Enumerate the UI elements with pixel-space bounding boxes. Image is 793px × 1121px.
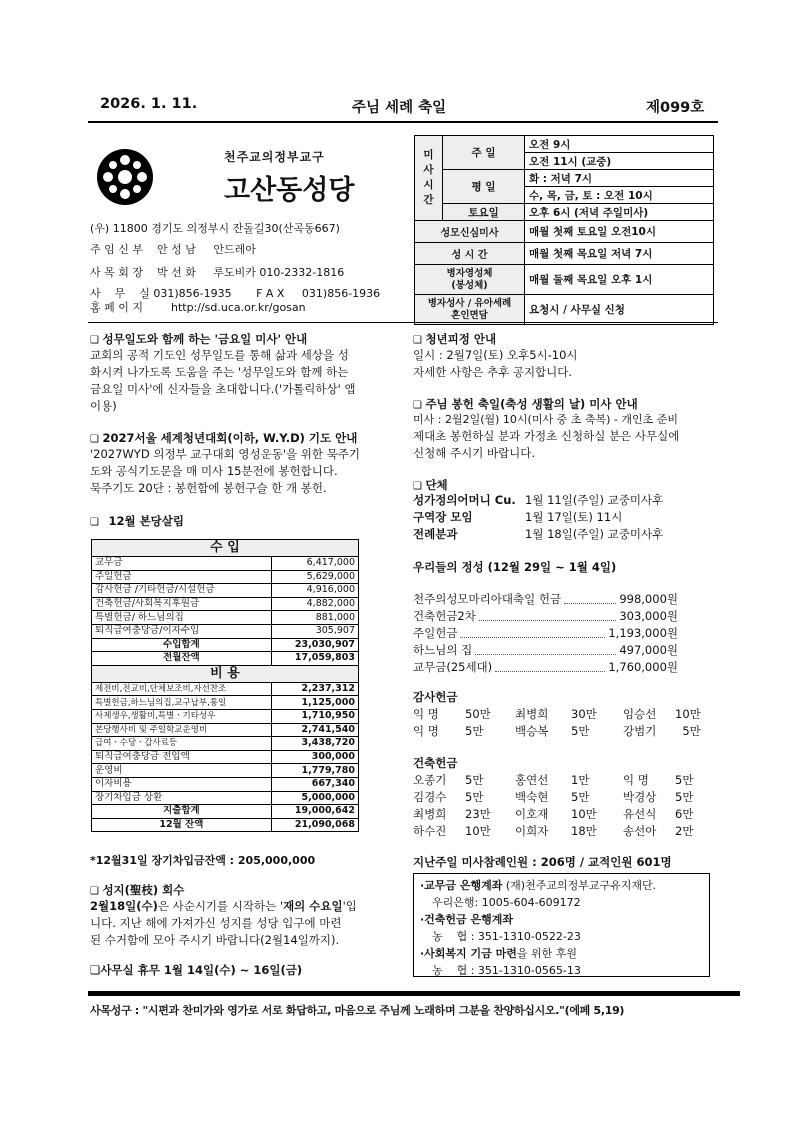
- scripture-text: "시편과 찬미가와 영가로 서로 화답하고, 마음으로 주님께 노래하며 그분을 찬양하십시오."(에페 5,19): [142, 1004, 625, 1017]
- text-line: [420, 945, 703, 962]
- amount: 5만: [675, 790, 694, 804]
- donor: 임승선: [623, 707, 657, 721]
- issue-number: 제099호: [646, 100, 705, 116]
- list-item: [413, 608, 678, 625]
- mass-extra-label: 병자성사 / 유아세례 혼인면담: [415, 295, 525, 325]
- text-line: [420, 911, 703, 928]
- expense-label: 급여ㆍ수당ㆍ갑사료등: [92, 737, 272, 751]
- amount: 6만: [675, 807, 694, 821]
- expense-value: 2,237,312: [271, 682, 358, 696]
- text-line: 교회의 공적 기도인 성무일도를 통해 삶과 세상을 성: [90, 348, 349, 362]
- donor: 이희자: [515, 824, 549, 838]
- group-name: 성가정의어머니 Cu.: [413, 493, 516, 507]
- youth-retreat-title: ❑ 청년피정 안내: [413, 331, 496, 347]
- donor: 김경수: [413, 790, 447, 804]
- income-total-label: 수입합계: [92, 638, 272, 652]
- friday-mass-title: ❑ 성무일도와 함께 하는 '금요일 미사' 안내: [90, 331, 307, 347]
- offerings-list: [413, 591, 678, 676]
- donor: 박경상: [623, 790, 657, 804]
- amount: 5만: [675, 773, 694, 787]
- expense-value: 2,741,540: [271, 723, 358, 737]
- expense-label: 특별헌금,하느님의집,교구납부,통일: [92, 696, 272, 710]
- text-line: 일시 : 2월7일(토) 오후5시-10시: [413, 348, 578, 362]
- income-value: 305,907: [271, 624, 358, 638]
- amount: 30만: [571, 707, 597, 721]
- text-line: 화시켜 나가도록 도움을 주는 '성무일도와 함께 하는: [90, 365, 349, 379]
- amount: 5만: [682, 724, 701, 738]
- offering-value: 998,000원: [619, 592, 678, 606]
- thanks-table: [413, 706, 701, 740]
- list-item: [413, 659, 678, 676]
- bank-title: ·건축헌금 은행계좌: [420, 913, 514, 926]
- finance-title: [90, 513, 184, 529]
- donor: 익 명: [623, 773, 649, 787]
- offering-value: 303,000원: [619, 609, 678, 623]
- group-name: 구역장 모임: [413, 510, 473, 524]
- text-span: '입: [342, 899, 357, 913]
- text-line: 도와 공식기도문을 매 미사 15분전에 봉헌합니다.: [90, 464, 338, 478]
- building-title: 건축헌금: [413, 756, 458, 770]
- loan-note: *12월31일 장기차입금잔액 : 205,000,000: [90, 854, 316, 867]
- bank-account: 우리은행: 1005-604-609172: [432, 896, 581, 909]
- table-row: [413, 823, 693, 840]
- leader-dots: [475, 654, 616, 655]
- income-total-value: 23,030,907: [271, 638, 358, 652]
- text-span: 을 위한 후원: [516, 947, 577, 960]
- group-when: 1월 18일(주일) 교중미사후: [525, 527, 664, 541]
- expense-label: 운영비: [92, 764, 272, 778]
- mass-extra-value: 요청시 / 사무실 신청: [525, 295, 714, 325]
- offering-label: 건축헌금2차: [413, 609, 476, 623]
- scripture-label: 사목성구 :: [90, 1004, 143, 1017]
- donor: 강범기: [623, 724, 657, 738]
- attendance-line: 지난주일 미사참례인원 : 206명 / 교적인원 601명: [413, 855, 672, 869]
- homepage-line: 홈 페 이 지 http://sd.uca.or.kr/gosan: [90, 301, 306, 314]
- expense-value: 300,000: [271, 750, 358, 764]
- prev-balance-value: 17,059,803: [271, 652, 358, 666]
- income-label: 주일헌금: [92, 570, 272, 584]
- offering-value: 1,193,000원: [608, 626, 678, 640]
- bank-holder: (재)천주교의정부교구유지재단.: [502, 879, 657, 892]
- income-value: 4,916,000: [271, 584, 358, 598]
- text-line: [420, 877, 703, 894]
- wyd-title: ❑ 2027서울 세계청년대회(이하, W.Y.D) 기도 안내: [90, 430, 357, 446]
- bank-title: ·사회복지 기금 마련: [420, 947, 517, 960]
- mass-extra-value: 매월 첫째 목요일 저녁 7시: [525, 243, 714, 265]
- donor: 익 명: [413, 707, 439, 721]
- offering-label: 하느님의 집: [413, 643, 473, 657]
- mass-extra-label: 병자영성체 (봉성체): [415, 265, 525, 295]
- mass-time: 화 : 저녁 7시: [525, 170, 714, 187]
- office-holiday: ❑사무실 휴무 1월 14일(수) ~ 16일(금): [90, 963, 303, 977]
- table-row: [413, 772, 693, 789]
- text-line: 이용): [90, 399, 117, 413]
- parish-address: (우) 11800 경기도 의정부시 잔돌길30(산곡동667): [90, 222, 340, 235]
- text-line: 금요일 미사'에 신자들을 초대합니다.('가톨릭하상' 앱: [90, 382, 356, 396]
- mass-extra-value: 매월 둘째 목요일 오후 1시: [525, 265, 714, 295]
- scripture-verse: [90, 1002, 624, 1018]
- council-line: 사 목 회 장 박 선 화 루도비카 010-2332-1816: [90, 266, 345, 279]
- expense-total-label: 지출합계: [92, 805, 272, 819]
- text-line: 미사 : 2월2일(월) 10시(미사 중 초 축복) - 개인초 준비: [413, 413, 678, 426]
- donor: 백숙현: [515, 790, 549, 804]
- donor: 최병희: [413, 807, 447, 821]
- mass-extra-label: 성모신심미사: [415, 221, 525, 243]
- parish-name: 고산동성당: [224, 175, 355, 206]
- amount: 23만: [465, 807, 491, 821]
- text-line: 묵주기도 20단 : 봉헌함에 봉헌구슬 한 개 봉헌.: [90, 481, 327, 495]
- expense-value: 5,000,000: [271, 791, 358, 805]
- income-value: 881,000: [271, 611, 358, 625]
- amount: 5만: [571, 724, 590, 738]
- text-line: '2027WYD 의정부 교구대회 영성운동'을 위한 묵주기: [90, 447, 360, 461]
- amount: 5만: [465, 790, 484, 804]
- youth-retreat-body: [413, 347, 713, 381]
- groups-list: [413, 492, 713, 543]
- table-row: [413, 706, 701, 723]
- donor: 익 명: [413, 724, 439, 738]
- income-label: 특별헌금/ 하느님의집: [92, 611, 272, 625]
- expense-label: 사제생우,생활비,특별ㆍ기타성우: [92, 709, 272, 723]
- office-holiday-text: 사무실 휴무 1월 14일(수) ~ 16일(금): [100, 963, 303, 977]
- amount: 5만: [571, 790, 590, 804]
- amount: 10만: [571, 807, 597, 821]
- mass-time: 오전 9시: [525, 136, 714, 153]
- income-header: 수 입: [92, 540, 359, 557]
- expense-value: 1,125,000: [271, 696, 358, 710]
- income-value: 6,417,000: [271, 557, 358, 571]
- bank-accounts-box: [413, 873, 710, 977]
- balance-value: 21,090,068: [271, 818, 358, 832]
- offering-value: 497,000원: [619, 643, 678, 657]
- text-line: 된 수거함에 모아 주시기 바랍니다(2월14일까지).: [90, 933, 340, 947]
- donor: 이호재: [515, 807, 549, 821]
- amount: 10만: [675, 707, 701, 721]
- leader-dots: [564, 603, 616, 604]
- amount: 5만: [465, 773, 484, 787]
- mass-row-label: 토요일: [443, 204, 525, 221]
- list-item: [413, 642, 678, 659]
- amount: 10만: [465, 824, 491, 838]
- donor: 백승복: [515, 724, 549, 738]
- header-rule: [88, 121, 718, 123]
- table-row: [413, 806, 693, 823]
- group-when: 1월 17일(토) 11시: [525, 510, 623, 524]
- text-line: [90, 898, 390, 915]
- expense-label: 이자비용: [92, 777, 272, 791]
- group-when: 1월 11일(주일) 교중미사후: [525, 493, 664, 507]
- amount: 5만: [465, 724, 484, 738]
- donor: 하수진: [413, 824, 447, 838]
- text-span: 은 사순시기를 시작하는 ': [157, 899, 284, 913]
- amount: 2만: [675, 824, 694, 838]
- ash-wed-date: 2월18일(수): [90, 899, 158, 913]
- mass-row-label: 평 일: [443, 170, 525, 204]
- table-row: [413, 789, 693, 806]
- balance-label: 12월 잔액: [92, 818, 272, 832]
- expense-total-value: 19,000,642: [271, 805, 358, 819]
- liturgical-day-title: 주님 세례 축일: [352, 100, 447, 116]
- expense-label: 장기차입금 상환: [92, 791, 272, 805]
- prev-balance-label: 전월잔액: [92, 652, 272, 666]
- footer-rule: [88, 991, 740, 996]
- income-label: 퇴직급여충당금/이자수입: [92, 624, 272, 638]
- finance-title-text: 12월 본당살림: [108, 514, 185, 528]
- palm-return-title: ❑ 성지(聖枝) 회수: [90, 882, 184, 898]
- mass-row-label: 주 일: [443, 136, 525, 170]
- expense-label: 본당행사비 및 주일학교운영비: [92, 723, 272, 737]
- income-value: 5,629,000: [271, 570, 358, 584]
- donor: 송선아: [623, 824, 657, 838]
- mass-extra-value: 매월 첫째 토요일 오전10시: [525, 221, 714, 243]
- expense-header: 비 용: [92, 665, 359, 682]
- mass-schedule-table: [414, 135, 714, 325]
- mass-time: 오전 11시 (교중): [525, 153, 714, 170]
- text-line: 신청해 주시기 바랍니다.: [413, 446, 536, 460]
- bank-account: 농 협 : 351-1310-0522-23: [432, 930, 581, 943]
- office-line: 사 무 실 031)856-1935 F A X 031)856-1936: [90, 287, 381, 300]
- list-item: [413, 526, 713, 543]
- income-label: 감사헌금 /기타헌금/시설헌금: [92, 584, 272, 598]
- presentation-mass-body: [413, 411, 713, 462]
- text-line: 니다. 지난 해에 가져가신 성지를 성당 입구에 마련: [90, 916, 342, 930]
- offering-label: 천주의성모마리아대축일 헌금: [413, 592, 562, 606]
- expense-value: 1,779,780: [271, 764, 358, 778]
- wyd-body: [90, 446, 390, 497]
- group-name: 전례분과: [413, 527, 458, 541]
- mass-extra-label: 성 시 간: [415, 243, 525, 265]
- leader-dots: [460, 637, 605, 638]
- expense-label: 퇴직급여충당금 전입액: [92, 750, 272, 764]
- pastor-line: 주 임 신 부 안 성 남 안드레아: [90, 243, 256, 256]
- mass-time: 오후 6시 (저녁 주일미사): [525, 204, 714, 221]
- offering-value: 1,760,000원: [608, 660, 678, 674]
- ash-wed-name: 재의 수요일: [283, 899, 343, 913]
- donor: 홍연선: [515, 773, 549, 787]
- bank-title: ·교무금 은행계좌: [420, 879, 503, 892]
- income-label: 건축헌금/사회복지후원금: [92, 597, 272, 611]
- expense-value: 667,340: [271, 777, 358, 791]
- parish-logo-icon: [96, 148, 154, 206]
- mass-time: 수, 목, 금, 토 : 오전 10시: [525, 187, 714, 204]
- list-item: [413, 509, 713, 526]
- list-item: [413, 625, 678, 642]
- income-label: 교무금: [92, 557, 272, 571]
- offerings-title: 우리들의 정성 (12월 29일 ~ 1월 4일): [413, 560, 617, 574]
- donor: 최병희: [515, 707, 549, 721]
- palm-return-body: [90, 898, 390, 949]
- offering-label: 주일헌금: [413, 626, 458, 640]
- mass-side-label: 미 사 시 간: [415, 136, 443, 221]
- list-item: [413, 492, 713, 509]
- expense-value: 1,710,950: [271, 709, 358, 723]
- table-row: [413, 723, 701, 740]
- finance-table: [91, 539, 359, 832]
- groups-title: ❑ 단체: [413, 477, 448, 493]
- amount: 18만: [571, 824, 597, 838]
- presentation-mass-title: ❑ 주님 봉헌 축일(축성 생활의 날) 미사 안내: [413, 396, 638, 412]
- diocese-name: 천주교의정부교구: [224, 150, 325, 164]
- bank-account: 농 협 : 351-1310-0565-13: [432, 964, 581, 977]
- thanks-title: 감사헌금: [413, 690, 458, 704]
- amount: 50만: [465, 707, 491, 721]
- list-item: [413, 591, 678, 608]
- income-value: 4,882,000: [271, 597, 358, 611]
- donor: 오종기: [413, 773, 447, 787]
- friday-mass-body: [90, 347, 390, 415]
- donor: 유선식: [623, 807, 657, 821]
- expense-label: 제전비,전교비,단체보조비,자선찬조: [92, 682, 272, 696]
- leader-dots: [479, 620, 616, 621]
- offering-label: 교무금(25세대): [413, 660, 493, 674]
- leader-dots: [495, 671, 605, 672]
- text-line: 제대초 봉헌하실 분과 가정초 신청하실 분은 사무실에: [413, 429, 680, 443]
- expense-value: 3,438,720: [271, 737, 358, 751]
- issue-date: 2026. 1. 11.: [100, 96, 198, 112]
- text-line: 자세한 사항은 추후 공지합니다.: [413, 365, 573, 379]
- building-table: [413, 772, 693, 840]
- amount: 1만: [571, 773, 590, 787]
- divider: [88, 322, 718, 323]
